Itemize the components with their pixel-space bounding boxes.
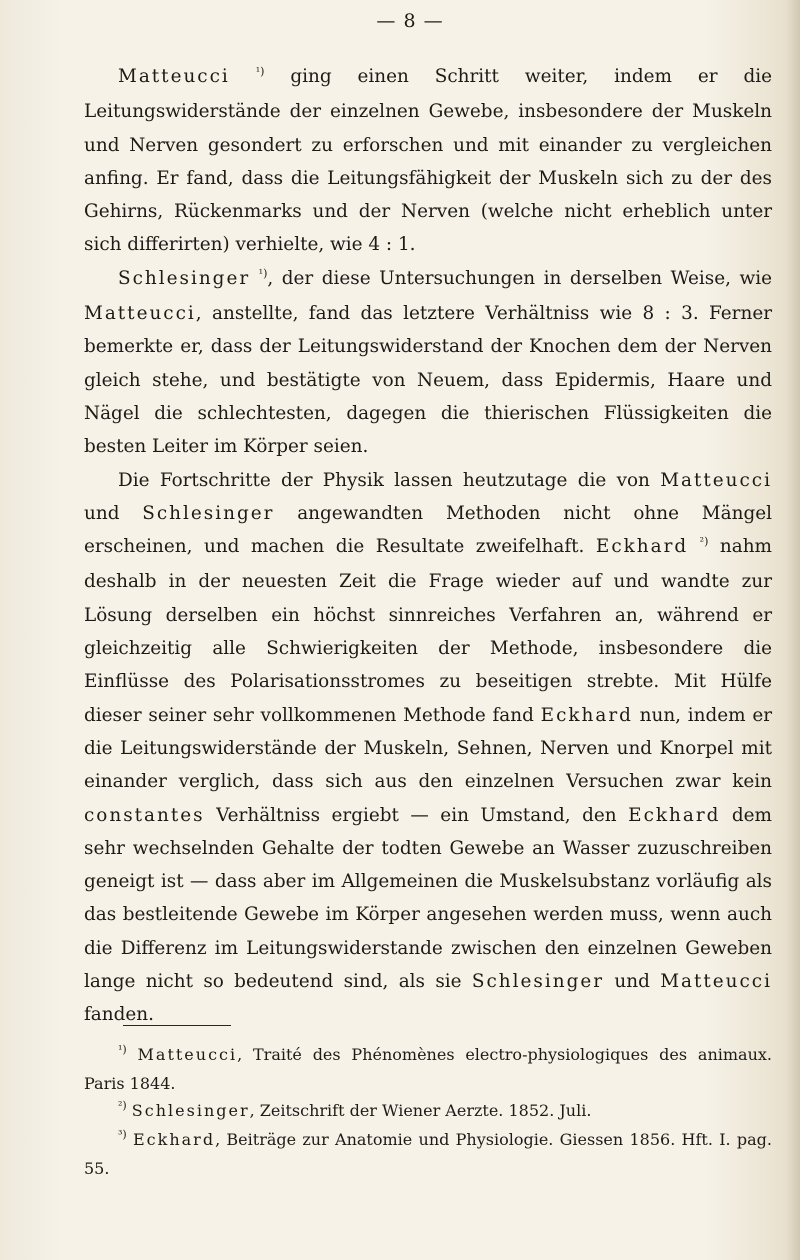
footnote-mark: ¹) (118, 1043, 127, 1056)
footnote-ref: ²) (699, 535, 709, 549)
author-name: Matteucci (118, 66, 230, 87)
author-name: Schlesinger (131, 1101, 250, 1120)
footnote-text: , Traité des Phénomènes electro-physiologiques des animaux. Paris 1844. (84, 1045, 772, 1093)
footnote-text: , Beiträge zur Anatomie und Physiologie. Giessen 1856. Hft. I. pag. 55. (84, 1130, 773, 1178)
paragraph-text: nun, indem er die Leitungswiderstände der Muskeln, Sehnen, Nerven und Knorpel mit einander verglich, dass sich aus den einzelnen Versuchen zwar kein (84, 704, 772, 793)
paragraph-text: angewandten Methoden nicht ohne Mängel erscheinen, und machen die Resultate zweifelhaft. (84, 502, 772, 558)
paragraph-text: ging einen Schritt weiter, indem er die Leitungswiderstände der einzelnen Gewebe, insbesondere der Muskeln und Nerven gesondert zu erforschen und mit einander zu vergleichen anfing. Er fand, dass die Leitungsfähigkeit der Muskeln sich zu der des Gehirns, Rückenmarks und der Nerven (welche nicht erheblich unter sich differirten) verhielte, wie 4 : 1. (84, 66, 773, 256)
paragraph-eckhard (84, 464, 772, 1032)
paragraph-text: fanden. (84, 1004, 154, 1026)
footnote-divider (123, 1025, 231, 1026)
footnote-3 (84, 1126, 772, 1182)
author-name: Matteucci (660, 971, 772, 993)
author-name: Eckhard (628, 804, 721, 826)
paragraph-text: Verhältniss ergiebt — ein Umstand, den (204, 804, 629, 826)
footnotes (84, 1041, 772, 1182)
footnote-mark: ²) (118, 1099, 127, 1112)
author-name: Eckhard (595, 536, 689, 558)
footnote-text: , Zeitschrift der Wiener Aerzte. 1852. Juli. (249, 1101, 592, 1120)
paragraph-text: und (84, 502, 143, 524)
paragraph-matteucci (84, 60, 772, 262)
paragraph-text: dem sehr wechselnden Gehalte der todten Gewebe an Wasser zuzuschreiben geneigt ist — dass aber im Allgemeinen die Muskelsubstanz vorläufig als das bestleitende Gewebe im Körper angesehen werden muss, wenn auch die Differenz im Leitungswiderstande zwischen den einzelnen Geweben lange nicht so bedeutend sind, als sie (84, 804, 772, 993)
author-name: Schlesinger (142, 502, 275, 524)
footnote-ref: ¹) (255, 65, 265, 78)
author-name: Schlesinger (118, 267, 251, 289)
page-number: — 8 — (376, 10, 444, 32)
paragraph-text: und (604, 971, 661, 993)
footnote-mark: ³) (118, 1128, 127, 1141)
paragraph-schlesinger (84, 262, 772, 464)
page-edge-shadow (786, 0, 800, 1260)
author-name: Matteucci (84, 303, 196, 325)
author-name: Eckhard (132, 1130, 216, 1149)
author-name: Matteucci (660, 469, 772, 491)
paragraph-text: nahm deshalb in der neuesten Zeit die Frage wieder auf und wandte zur Lösung derselben ein höchst sinnreiches Verfahren an, während er gleichzeitig alle Schwierigkeiten der Methode, insbesondere die Einflüsse des Polarisationsstromes zu beseitigen strebte. Mit Hülfe dieser seiner sehr vollkommenen Methode fand (84, 536, 772, 726)
author-name: Eckhard (540, 704, 633, 726)
footnote-1 (84, 1041, 772, 1097)
paragraph-text: , anstellte, fand das letztere Verhältniss wie 8 : 3. Ferner bemerkte er, dass der Leitungswiderstand der Knochen dem der Nerven gleich stehe, und bestätigte von Neuem, dass Epidermis, Haare und Nägel die schlechtesten, dagegen die thierischen Flüssigkeiten die besten Leiter im Körper seien. (84, 303, 772, 458)
emphasis-text: constantes (84, 804, 205, 826)
author-name: Matteucci (137, 1045, 238, 1064)
footnote-2 (84, 1097, 772, 1126)
author-name: Schlesinger (471, 971, 605, 993)
main-text (84, 60, 772, 1032)
paragraph-text: Die Fortschritte der Physik lassen heutzutage die von (118, 469, 661, 491)
footnote-ref: ¹) (258, 266, 268, 280)
paragraph-text: , der diese Untersuchungen in derselben Weise, wie (267, 267, 772, 289)
